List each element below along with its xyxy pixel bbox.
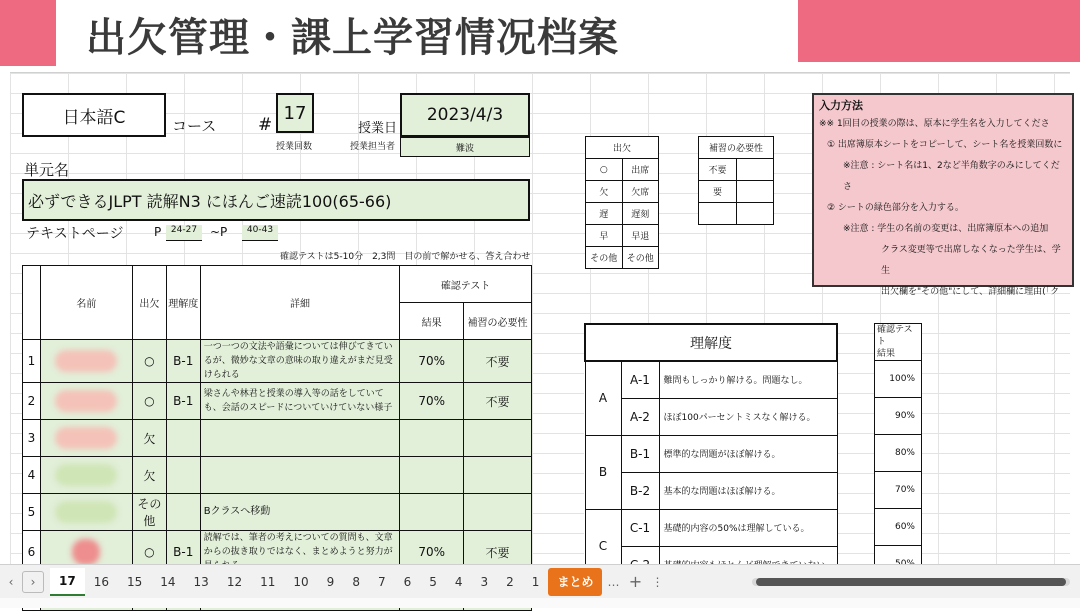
- quiz-note: 確認テストは5-10分 2,3問 目の前で解かせる、答え合わせ: [280, 252, 531, 262]
- instruction-line: ※注意 : シート名は1、2など半角数字のみにしてくださ: [843, 161, 1060, 192]
- sheet-menu-icon[interactable]: ⋮: [651, 574, 664, 589]
- review-legend-blank: [737, 203, 774, 225]
- tab-sheet[interactable]: 8: [352, 574, 360, 589]
- review-legend-blank: [737, 181, 774, 203]
- row-number: 4: [23, 457, 41, 494]
- chevron-right-icon[interactable]: ›: [22, 571, 44, 593]
- attendance-cell[interactable]: 欠: [132, 457, 166, 494]
- student-name-redacted: [40, 340, 132, 383]
- need-cell[interactable]: [464, 457, 532, 494]
- grade-description: 標準的な問題がほぼ解ける。: [659, 435, 837, 472]
- quiz-result-header: [875, 324, 922, 361]
- result-cell[interactable]: [400, 420, 464, 457]
- more-tabs-icon[interactable]: …: [607, 574, 620, 589]
- instruction-line: 出欠欄を"その他"にして、詳細欄に理由(「ク: [881, 287, 1060, 297]
- need-cell[interactable]: 不要: [464, 531, 532, 574]
- tab-sheet[interactable]: 16: [93, 574, 109, 589]
- unit-label: 単元名: [24, 161, 70, 179]
- grade-description: ほぼ100パーセントミスなく解ける。: [659, 398, 837, 435]
- result-cell[interactable]: [400, 457, 464, 494]
- quiz-result-scale: [874, 323, 922, 583]
- student-name-redacted: [40, 494, 132, 531]
- page-to-cell[interactable]: 40-43: [242, 225, 278, 241]
- quiz-result-header-2: 結果: [877, 349, 896, 359]
- attendance-cell[interactable]: ○: [132, 340, 166, 383]
- detail-cell[interactable]: 一つ一つの文法や語彙については伸びてきているが、微妙な文章の意味の取り違えがまだ見受けられる: [200, 340, 399, 383]
- need-cell[interactable]: 不要: [464, 383, 532, 420]
- detail-cell[interactable]: Bクラスへ移動: [200, 494, 399, 531]
- result-cell[interactable]: [400, 494, 464, 531]
- level-cell[interactable]: B-1: [166, 531, 200, 574]
- row-number: 6: [23, 531, 41, 574]
- row-number: 3: [23, 420, 41, 457]
- slide-title: 出欠管理・課上学習情况档案: [86, 15, 619, 61]
- legend-label: 早退: [622, 225, 659, 247]
- course-name-cell[interactable]: 日本語C: [22, 93, 166, 137]
- legend-mark: その他: [586, 247, 623, 269]
- instruction-line: ① 出席簿原本シートをコピーして、シート名を授業回数に: [827, 140, 1063, 150]
- level-cell[interactable]: B-1: [166, 340, 200, 383]
- review-legend-value: 不要: [699, 159, 737, 181]
- course-label: コース: [172, 117, 217, 135]
- detail-cell[interactable]: [200, 457, 399, 494]
- bottom-strip: [0, 598, 1080, 608]
- quiz-result-header-1: 確認テスト: [877, 325, 913, 347]
- detail-cell[interactable]: [200, 420, 399, 457]
- roster-header-quiz: 確認テスト: [400, 266, 532, 303]
- unit-cell[interactable]: 必ずできるJLPT 読解N3 にほんご速読100(65-66): [22, 179, 530, 221]
- page-from-cell[interactable]: 24-27: [166, 225, 202, 241]
- comprehension-title: 理解度: [585, 324, 837, 361]
- quiz-result-value: 100%: [875, 361, 922, 398]
- detail-cell[interactable]: 読解では、筆者の考えについての質問も、文章からの抜き取りではなく、まとめようと努力が: [200, 531, 399, 574]
- quiz-result-value: 60%: [875, 509, 922, 546]
- input-instructions-note: [812, 93, 1074, 297]
- roster-header-detail: 詳細: [200, 266, 399, 340]
- row-number: 2: [23, 383, 41, 420]
- roster-header-name: 名前: [40, 266, 132, 340]
- result-cell[interactable]: 70%: [400, 340, 464, 383]
- need-cell[interactable]: 不要: [464, 340, 532, 383]
- tab-sheet[interactable]: 1: [531, 574, 540, 589]
- accent-bar-left: [0, 0, 56, 66]
- tab-sheet[interactable]: 5: [429, 574, 437, 589]
- roster-header-level: 理解度: [166, 266, 200, 340]
- attendance-legend-header: 出欠: [586, 137, 659, 159]
- grade-cell: B: [585, 435, 621, 509]
- level-cell[interactable]: B-1: [166, 383, 200, 420]
- tab-sheet[interactable]: 11: [260, 574, 276, 589]
- table-row[interactable]: [23, 494, 532, 531]
- grade-code: B-1: [621, 435, 659, 472]
- tab-sheet[interactable]: 14: [160, 574, 176, 589]
- review-legend-header: 補習の必要性: [699, 137, 774, 159]
- date-cell[interactable]: 2023/4/3: [400, 93, 530, 137]
- review-legend-value: 要: [699, 181, 737, 203]
- tab-sheet[interactable]: 3: [480, 574, 489, 589]
- instruction-line: ② シートの緑色部分を入力する。: [827, 203, 964, 213]
- textpage-label: テキストページ: [26, 226, 124, 242]
- comprehension-table: [584, 323, 838, 584]
- legend-mark: ○: [586, 159, 623, 181]
- need-cell[interactable]: [464, 420, 532, 457]
- legend-label: 欠席: [622, 181, 659, 203]
- tab-sheet[interactable]: 4: [454, 574, 463, 589]
- spreadsheet-area[interactable]: [10, 72, 1070, 564]
- instruction-line: クラス変更等で出席しなくなった学生は、学生: [881, 245, 1061, 276]
- instructions-title: 入力方法: [819, 99, 863, 112]
- tab-sheet[interactable]: 6: [403, 574, 412, 589]
- attendance-cell[interactable]: ○: [132, 531, 166, 574]
- page-to-label: ~P: [210, 225, 228, 239]
- tab-sheet-active[interactable]: 17: [50, 568, 85, 596]
- roster-header-no: [23, 266, 41, 340]
- lesson-number-cell[interactable]: 17: [276, 93, 314, 133]
- instruction-line: ※※ 1回目の授業の際は、原本に学生名を入力してくださ: [819, 119, 1050, 129]
- horizontal-scrollbar[interactable]: [752, 578, 1070, 586]
- grade-code: C-1: [621, 509, 659, 546]
- table-row[interactable]: [23, 340, 532, 383]
- result-cell[interactable]: 70%: [400, 531, 464, 574]
- lesson-number-label: 授業回数: [276, 142, 313, 152]
- tab-sheet[interactable]: 13: [193, 574, 209, 589]
- review-legend-value: [699, 203, 737, 225]
- chevron-left-icon[interactable]: ‹: [8, 574, 14, 589]
- student-name-redacted: [40, 383, 132, 420]
- tab-sheet[interactable]: 7: [377, 574, 386, 589]
- scrollbar-thumb[interactable]: [756, 578, 1066, 586]
- roster-header-result: 結果: [400, 303, 464, 340]
- level-cell[interactable]: [166, 494, 200, 531]
- quiz-result-value: 80%: [875, 435, 922, 472]
- date-label: 授業日: [358, 121, 398, 136]
- tab-sheet[interactable]: 15: [126, 574, 143, 589]
- legend-mark: 欠: [586, 181, 623, 203]
- legend-mark: 早: [586, 225, 623, 247]
- review-legend-table: [698, 136, 774, 225]
- tab-sheet[interactable]: 9: [326, 574, 335, 589]
- need-cell[interactable]: [464, 494, 532, 531]
- tab-sheet[interactable]: 10: [293, 574, 309, 589]
- detail-cell[interactable]: 梁さんや林君と授業の導入等の話をしていても、会話のスピードについていけていない様子: [200, 383, 399, 420]
- quiz-result-value: 90%: [875, 398, 922, 435]
- grade-code: A-2: [621, 398, 659, 435]
- grade-description: 難問もしっかり解ける。問題なし。: [659, 361, 837, 398]
- table-row[interactable]: [23, 457, 532, 494]
- legend-mark: 遅: [586, 203, 623, 225]
- tab-sheet[interactable]: 2: [506, 574, 514, 589]
- page-from-label: P: [154, 225, 162, 239]
- grade-description: 基本的な問題はほぼ解ける。: [659, 472, 837, 509]
- grade-cell: A: [585, 361, 621, 435]
- grade-description: 基礎的内容の50%は理解している。: [659, 509, 837, 546]
- teacher-cell[interactable]: 難波: [400, 137, 530, 157]
- row-number: 1: [23, 340, 41, 383]
- teacher-label: 授業担当者: [350, 142, 396, 152]
- quiz-result-value: 70%: [875, 472, 922, 509]
- instruction-line: ※注意 : 学生の名前の変更は、出席簿原本への追加: [843, 224, 1049, 234]
- hash-label: #: [258, 115, 273, 135]
- attendance-cell[interactable]: 欠: [132, 420, 166, 457]
- table-row[interactable]: [23, 420, 532, 457]
- roster-header-attendance: 出欠: [132, 266, 166, 340]
- tab-summary[interactable]: まとめ: [548, 568, 602, 596]
- level-cell[interactable]: [166, 457, 200, 494]
- tab-sheet[interactable]: 12: [226, 574, 243, 589]
- student-roster-table: [22, 265, 532, 611]
- student-name-redacted: [40, 457, 132, 494]
- add-sheet-button[interactable]: +: [628, 572, 643, 591]
- attendance-cell[interactable]: ○: [132, 383, 166, 420]
- review-legend-blank: [737, 159, 774, 181]
- accent-bar-right: [798, 0, 1080, 62]
- result-cell[interactable]: 70%: [400, 383, 464, 420]
- row-number: 5: [23, 494, 41, 531]
- attendance-cell[interactable]: その他: [132, 494, 166, 531]
- grade-code: B-2: [621, 472, 659, 509]
- sheet-tab-bar: [0, 564, 1080, 598]
- legend-label: 遅刻: [622, 203, 659, 225]
- grade-code: A-1: [621, 361, 659, 398]
- attendance-legend-table: [585, 136, 659, 269]
- roster-header-need: 補習の必要性: [464, 303, 532, 340]
- level-cell[interactable]: [166, 420, 200, 457]
- table-row[interactable]: [23, 383, 532, 420]
- grade-cell: C: [585, 509, 621, 583]
- legend-label: 出席: [622, 159, 659, 181]
- legend-label: その他: [622, 247, 659, 269]
- student-name-redacted: [40, 420, 132, 457]
